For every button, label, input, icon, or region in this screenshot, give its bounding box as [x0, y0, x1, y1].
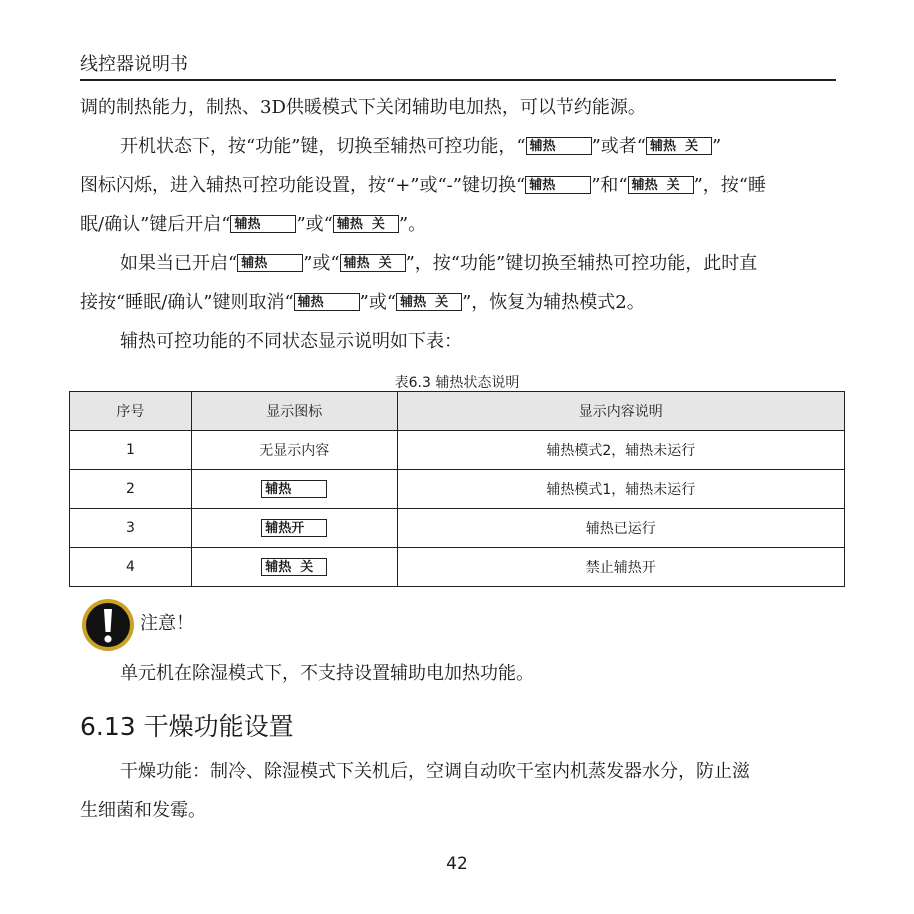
row-description: 辅热模式2，辅热未运行 [397, 431, 844, 470]
table-row [70, 509, 845, 548]
paragraph-line: 干燥功能：制冷、除湿模式下关机后，空调自动吹干室内机蒸发器水分，防止滋 [120, 761, 750, 782]
aux-heat-icon: 辅热 [261, 480, 327, 498]
column-header-description: 显示内容说明 [397, 392, 844, 431]
header-divider [80, 79, 836, 81]
aux-heat-off-icon: 辅热 关 [628, 176, 694, 194]
paragraph-line: 如果当已开启“ 辅热 ”或“ 辅热 关 ”，按“功能”键切换至辅热可控功能，此时直 [120, 253, 758, 274]
row-description: 禁止辅热开 [397, 548, 844, 587]
aux-heat-icon: 辅热 [294, 293, 360, 311]
page-number: 42 [446, 854, 468, 874]
paragraph-line: 眠/确认”键后开启“ 辅热 ”或“ 辅热 关 ”。 [80, 214, 427, 235]
column-header-icon: 显示图标 [191, 392, 397, 431]
table-row [70, 548, 845, 587]
table-caption: 表6.3 辅热状态说明 [394, 375, 520, 391]
paragraph-line: 生细菌和发霉。 [80, 800, 206, 821]
aux-heat-status-table [69, 391, 845, 587]
row-icon-text: 无显示内容 [191, 431, 397, 470]
aux-heat-off-icon: 辅热 关 [261, 558, 327, 576]
note-text: 单元机在除湿模式下，不支持设置辅助电加热功能。 [120, 663, 534, 684]
running-header: 线控器说明书 [80, 54, 188, 75]
row-number: 3 [70, 509, 192, 548]
aux-heat-off-icon: 辅热 关 [646, 137, 712, 155]
note-label: 注意！ [140, 613, 194, 634]
table-row [70, 470, 845, 509]
aux-heat-icon: 辅热 [526, 137, 592, 155]
column-header-number: 序号 [70, 392, 192, 431]
aux-heat-off-icon: 辅热 关 [396, 293, 462, 311]
row-description: 辅热模式1，辅热未运行 [397, 470, 844, 509]
warning-icon [80, 597, 136, 653]
paragraph-line: 开机状态下，按“功能”键，切换至辅热可控功能，“ 辅热 ”或者“ 辅热 关 ” [120, 136, 722, 157]
table-row [70, 431, 845, 470]
section-heading: 6.13 干燥功能设置 [80, 712, 294, 741]
row-description: 辅热已运行 [397, 509, 844, 548]
aux-heat-icon: 辅热 [525, 176, 591, 194]
paragraph-line: 接按“睡眠/确认”键则取消“ 辅热 ”或“ 辅热 关 ”，恢复为辅热模式2。 [80, 292, 645, 313]
aux-heat-off-icon: 辅热 关 [333, 215, 399, 233]
row-number: 4 [70, 548, 192, 587]
aux-heat-off-icon: 辅热 关 [340, 254, 406, 272]
paragraph-line: 图标闪烁，进入辅热可控功能设置，按“+”或“-”键切换“ 辅热 ”和“ 辅热 关 ”，按“睡 [80, 175, 766, 196]
table-header-row [70, 392, 845, 431]
paragraph-line: 调的制热能力，制热、3D供暖模式下关闭辅助电加热，可以节约能源。 [80, 97, 646, 118]
paragraph-line: 辅热可控功能的不同状态显示说明如下表： [120, 331, 462, 352]
row-number: 2 [70, 470, 192, 509]
row-number: 1 [70, 431, 192, 470]
aux-heat-icon: 辅热 [237, 254, 303, 272]
aux-heat-icon: 辅热 [230, 215, 296, 233]
aux-heat-on-icon: 辅热开 [261, 519, 327, 537]
